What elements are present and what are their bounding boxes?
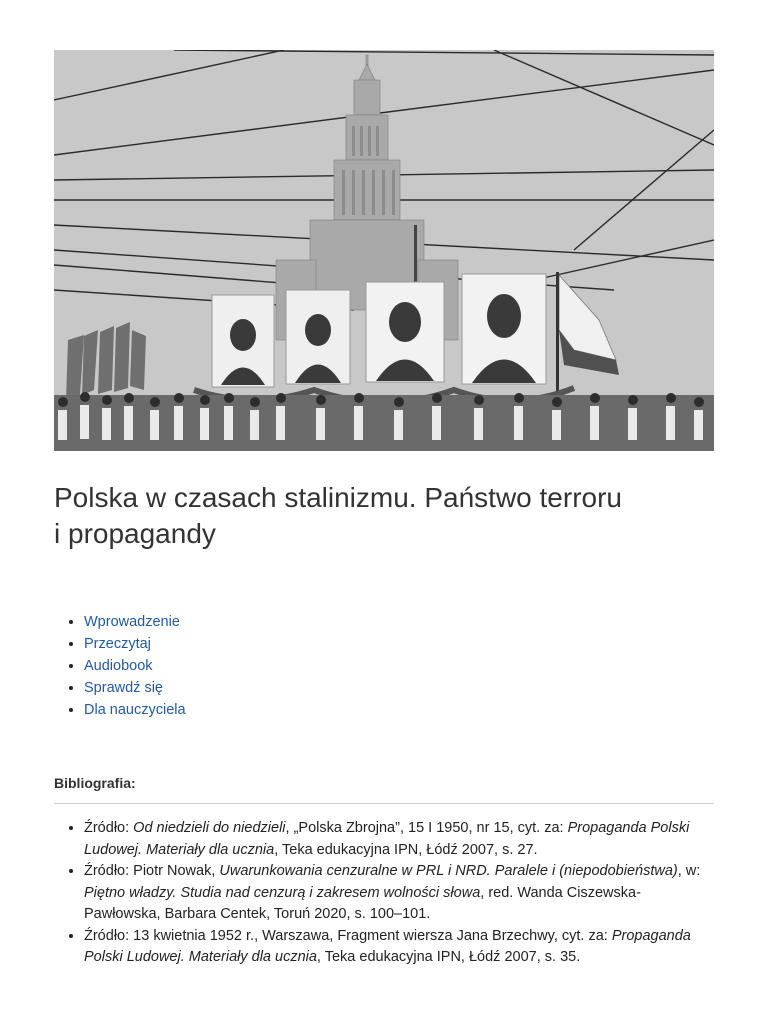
entry-text: , red. Wanda Ciszewska-Pawłowska, Barbara Centek, Toruń 2020, s. 100–101. — [84, 884, 641, 922]
entry-title-italic: Od niedzieli do niedzieli — [133, 820, 286, 836]
entry-title-italic: Propaganda Polski Ludowej. Materiały dla ucznia — [84, 820, 690, 858]
entry-title-italic: Piętno władzy. Studia nad cenzurą i zakresem wolności słowa — [84, 884, 481, 901]
nav-link-sprawdz-sie[interactable]: Sprawdź się — [84, 680, 163, 696]
bibliography-list — [54, 818, 714, 969]
nav-item — [84, 655, 186, 677]
page-title-line-1: Polska w czasach stalinizmu. Państwo terroru — [54, 482, 622, 513]
entry-title-italic: Uwarunkowania cenzuralne w PRL i NRD. Paralele i (niepodobieństwa) — [219, 863, 678, 879]
nav-link-wprowadzenie[interactable]: Wprowadzenie — [84, 614, 180, 630]
bibliography-entry — [84, 818, 714, 861]
entry-text: Źródło: Piotr Nowak, — [84, 863, 220, 879]
nav-link-przeczytaj[interactable]: Przeczytaj — [84, 636, 151, 652]
section-nav — [54, 611, 186, 721]
entry-title-italic: Propaganda Polski Ludowej. Materiały dla ucznia — [84, 927, 691, 965]
entry-text: , Teka edukacyjna IPN, Łódź 2007, s. 27. — [274, 841, 538, 858]
bibliography-entry — [84, 861, 714, 926]
entry-text: , „Polska Zbrojna”, 15 I 1950, nr 15, cyt. za: — [285, 820, 568, 836]
entry-text: , Teka edukacyjna IPN, Łódź 2007, s. 35. — [316, 949, 581, 965]
nav-item — [84, 677, 186, 699]
divider — [54, 803, 714, 804]
nav-link-dla-nauczyciela[interactable]: Dla nauczyciela — [84, 702, 186, 718]
nav-link-audiobook[interactable]: Audiobook — [84, 658, 153, 674]
nav-item — [84, 699, 186, 721]
hero-photo — [54, 50, 714, 451]
entry-text: Źródło: — [84, 820, 134, 836]
hero-illustration — [54, 50, 714, 451]
entry-text: Źródło: 13 kwietnia 1952 r., Warszawa, Fragment wiersza Jana Brzechwy, cyt. za: — [84, 927, 612, 944]
bibliography-heading: Bibliografia: — [54, 775, 136, 791]
nav-item — [84, 633, 186, 655]
page-title — [54, 480, 694, 552]
bibliography-entry — [84, 926, 714, 969]
entry-text: , w: — [677, 863, 701, 879]
page-title-line-2: i propagandy — [54, 518, 216, 549]
nav-item — [84, 611, 186, 633]
